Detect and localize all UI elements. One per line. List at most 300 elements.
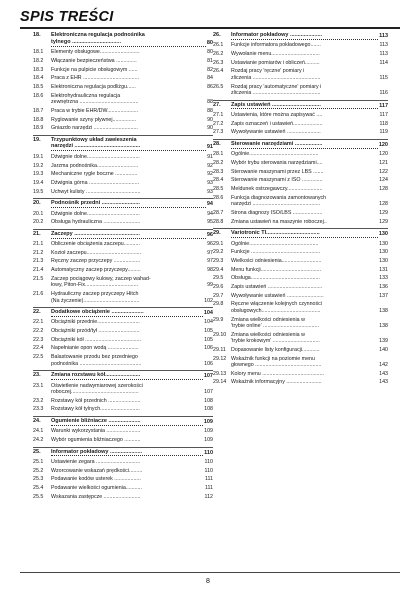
toc-entry-title: Wywołanie menu................................. (231, 51, 320, 58)
toc-entry-page: 116 (379, 90, 388, 97)
toc-entry-title: Gniazdo narzędzi .............................. (51, 125, 138, 132)
toc-entry (33, 171, 213, 178)
toc-entry-page: 129 (379, 209, 388, 216)
toc-entry-page: 90 (207, 125, 213, 132)
toc-entry-title: Wywoływanie ustawień ....................... (231, 129, 321, 136)
toc-entry-page: 92 (207, 171, 213, 178)
toc-entry-page: 104 (203, 310, 213, 317)
toc-entry-number: 23.2 (33, 397, 44, 404)
toc-entry-number: 26.4 (213, 68, 224, 75)
toc-entry-number: 22.4 (33, 345, 44, 352)
toc-entry-title: Rozdaj pracy 'automatyczne' pomiary i zliczenia .............................................. (231, 83, 322, 97)
toc-entry (213, 356, 388, 369)
toc-entry-title: Wskazania zastępcze ......................... (51, 493, 141, 500)
toc-entry (213, 186, 388, 193)
toc-entry-number: 19.1 (33, 153, 44, 160)
toc-entry (213, 219, 388, 226)
toc-entry-number: 18.7 (33, 107, 44, 114)
toc-entry-page: 130 (379, 257, 388, 264)
toc-entry-title: Zaczep pociągowy kulowy, zaczep wahad- łowy, Piton-Fix.................................... (51, 275, 151, 289)
toc-entry (33, 468, 213, 475)
toc-entry-page: 86 (207, 83, 213, 90)
toc-entry-number: 21.3 (33, 258, 44, 265)
toc-entry-title: Obsługa............................................... (231, 275, 320, 282)
toc-entry-number: 26.2 (213, 51, 224, 58)
toc-entry (213, 293, 388, 300)
toc-entry (33, 383, 213, 396)
toc-entry-page: 113 (379, 42, 388, 49)
toc-section (33, 229, 213, 304)
toc-entry-title: Sterowanie narzędziami .................. (231, 141, 378, 149)
toc-entry-number: 25.5 (33, 493, 44, 500)
toc-entry-page: 80 (207, 49, 213, 56)
toc-entry-number: 28.4 (213, 177, 224, 184)
toc-entry-page: 128 (379, 201, 388, 208)
toc-entry-page: 115 (379, 74, 388, 81)
toc-section (213, 100, 388, 136)
toc-entry (213, 68, 388, 81)
toc-entry (213, 301, 388, 314)
toc-entry-page: 143 (379, 370, 388, 377)
toc-entry-number: 18. (33, 32, 41, 38)
toc-entry-title: Zmiana rozstawu kół....................... (51, 372, 203, 380)
toc-entry-page: 97 (207, 258, 213, 265)
toc-entry (213, 42, 388, 49)
toc-entry-title: Automatyczny zaczep przyczepy......... (51, 267, 141, 274)
toc-entry (33, 154, 213, 161)
toc-entry-page: 110 (204, 449, 213, 456)
toc-entry-page: 112 (204, 493, 213, 500)
toc-entry-title: Dźwignie dolne.................................... (51, 210, 140, 217)
toc-entry (33, 108, 213, 115)
toc-entry-number: 25.2 (33, 467, 44, 474)
toc-entry-number: 26.5 (213, 83, 224, 90)
toc-entry-page: 91 (207, 153, 213, 160)
toc-entry-title: Elementy obsługowe........................... (51, 49, 140, 56)
toc-entry-page: 81 (207, 57, 213, 64)
toc-entry-number: 29.11 (213, 346, 226, 353)
toc-entry (33, 291, 213, 304)
toc-entry-number: 24.2 (33, 437, 44, 444)
toc-entry-page: 109 (203, 418, 213, 425)
toc-entry-title: Obliczenie obciążenia zaczepu........... (51, 241, 140, 248)
toc-entry-number: 28.7 (213, 209, 224, 216)
toc-entry (33, 345, 213, 352)
toc-section (33, 416, 213, 444)
toc-entry-page: 99 (207, 282, 213, 289)
toc-entry-number: 18.3 (33, 66, 44, 73)
toc-entry-number: 18.6 (33, 92, 44, 99)
toc-section (213, 139, 388, 225)
toc-entry-number: 29.14 (213, 379, 227, 386)
toc-entry-title: Ogólnie............................................... (231, 240, 319, 247)
toc-entry-number: 26.1 (213, 42, 224, 49)
toc-entry (33, 93, 213, 106)
toc-entry-title: Informator pokładowy ..................... (51, 449, 203, 457)
toc-entry-page: 88 (207, 99, 213, 106)
toc-entry-title: Funkcje informatora pokładowego....... (231, 42, 321, 49)
page-title: SPIS TREŚCI (20, 9, 114, 25)
toc-right-column (213, 31, 388, 389)
toc-entry (33, 354, 213, 367)
toc-entry-page: 102 (204, 297, 213, 304)
toc-entry-page: 104 (204, 319, 213, 326)
toc-entry-title: Ręczny zaczep przyczepy .................. (51, 258, 141, 265)
toc-entry-number: 23.1 (33, 382, 44, 389)
toc-entry-title: Obsługa hydrauliczna ......................... (51, 219, 141, 226)
toc-entry-page: 138 (379, 323, 388, 329)
toc-entry-page: 97 (207, 249, 213, 256)
toc-entry-number: 18.9 (33, 125, 44, 132)
toc-entry-page: 107 (204, 389, 213, 396)
toc-entry-number: 29.13 (213, 370, 227, 377)
toc-entry-title: Podawanie wielkości ogumienia........... (51, 484, 142, 491)
toc-entry-number: 21.2 (33, 249, 44, 256)
toc-entry-title: Uchwyt kulisty ..................................... (51, 188, 141, 195)
toc-entry (33, 75, 213, 82)
toc-entry-number: 26. (213, 32, 221, 38)
toc-entry-title: Wskaźnik funkcji na poziomie menu głownego ............................................. (231, 355, 322, 369)
toc-entry-title: Włączanie bezpieczeństwa .............. (51, 57, 137, 64)
toc-entry-page: 114 (379, 59, 388, 66)
toc-entry (213, 241, 388, 248)
toc-entry (213, 151, 388, 158)
toc-entry-page: 109 (204, 437, 213, 444)
toc-entry-number: 29. (213, 230, 221, 237)
toc-entry-title: Ustawienia, które można zapisywać .... (231, 112, 323, 119)
toc-entry (213, 169, 388, 176)
toc-entry (213, 332, 388, 345)
toc-entry (213, 177, 388, 184)
toc-entry-title: Podnośnik przedni ......................... (51, 200, 206, 208)
toc-entry-number: 21. (33, 230, 41, 237)
toc-section (213, 228, 388, 386)
toc-entry-page: 108 (204, 406, 213, 413)
toc-entry (213, 371, 388, 378)
toc-chapter-heading (213, 32, 388, 40)
toc-entry (213, 84, 388, 97)
toc-entry-title: Wzorcowanie wskazań prędkości......... (51, 467, 143, 474)
toc-entry-number: 23. (33, 372, 41, 379)
toc-section (33, 135, 213, 195)
toc-entry-page: 131 (379, 266, 388, 273)
toc-entry-page: 113 (379, 51, 388, 58)
toc-entry-number: 27.1 (213, 112, 224, 119)
toc-entry-number: 29.12 (213, 355, 227, 362)
toc-entry (33, 84, 213, 91)
toc-entry-title: Dźwignie dolne.................................... (51, 153, 140, 160)
toc-entry (33, 485, 213, 492)
toc-entry-number: 25.4 (33, 484, 44, 491)
toc-entry (33, 459, 213, 466)
toc-section (33, 31, 213, 132)
toc-entry-number: 22.5 (33, 354, 44, 361)
toc-section (213, 31, 388, 97)
toc-entry-title: Obciążniki przód/tył ............................ (51, 328, 140, 335)
toc-chapter-heading (33, 137, 213, 152)
toc-entry (33, 258, 213, 265)
toc-entry-page: 105 (204, 336, 213, 343)
toc-entry-title: Zapis ustawień ..................................... (231, 283, 323, 290)
toc-section (33, 307, 213, 367)
toc-entry-page: 96 (207, 241, 213, 248)
toc-entry-page: 95 (207, 219, 213, 226)
toc-entry (33, 398, 213, 405)
toc-entry (33, 406, 213, 413)
toc-entry-title: Balastowanie przodu bez przedniego podnośnika .......................................... (51, 354, 142, 367)
toc-entry-title: Wielkości odniesienia........................... (231, 257, 322, 264)
toc-entry-title: Kolory menu .......................................... (231, 370, 325, 377)
toc-entry (213, 129, 388, 136)
toc-entry-number: 22.3 (33, 336, 44, 343)
toc-entry-title: Obciążniki kół ...................................... (51, 336, 142, 343)
toc-entry-number: 19.2 (33, 162, 44, 169)
toc-entry-number: 28.2 (213, 159, 224, 166)
toc-entry-title: Informator pokładowy ..................... (231, 32, 378, 40)
toc-entry-page: 88 (207, 107, 213, 114)
toc-entry-page: 130 (379, 240, 388, 247)
toc-entry-page: 82 (207, 66, 213, 73)
toc-entry-title: Warunki wykorzystania ....................... (51, 428, 141, 435)
toc-entry-title: Ogólnie............................................... (231, 151, 319, 158)
toc-entry-page: 129 (379, 218, 388, 225)
toc-chapter-heading (33, 200, 213, 208)
toc-entry (33, 67, 213, 74)
toc-entry (213, 195, 388, 208)
toc-entry-number: 20.2 (33, 219, 44, 226)
toc-entry-number: 28.1 (213, 151, 224, 158)
toc-chapter-heading (33, 418, 213, 426)
toc-entry-title: Zmiana ustawień na maszynie roboczej.. (231, 218, 327, 225)
toc-entry-number: 24. (33, 417, 41, 424)
toc-entry-title: Rozstawy kół przednich ...................... (51, 397, 141, 404)
toc-entry-title: Dodatkowe obciążenie ..................... (51, 309, 203, 317)
toc-entry (213, 379, 388, 386)
toc-entry-title: Sterowanie maszynami z ISO .............. (231, 177, 323, 184)
toc-entry (33, 163, 213, 170)
page-number: 8 (206, 578, 210, 585)
toc-entry-number: 19. (33, 136, 41, 143)
toc-entry (213, 51, 388, 58)
toc-entry-number: 25. (33, 448, 41, 455)
toc-entry-number: 29.2 (213, 249, 224, 256)
toc-entry-page: 122 (379, 168, 388, 175)
toc-entry-title: Ręczne włączenie kolejnych czynności obsługowych........................................ (231, 301, 322, 314)
toc-entry-number: 29.3 (213, 257, 224, 264)
toc-entry-number: 27.2 (213, 120, 224, 127)
toc-entry-page: 109 (204, 428, 213, 435)
toc-entry-page: 107 (203, 373, 213, 380)
toc-entry-page: 98 (207, 267, 213, 274)
toc-entry-page: 118 (379, 120, 388, 127)
toc-entry-page: 137 (379, 292, 388, 299)
footer-rule (20, 572, 400, 573)
toc-entry-title: Ustawianie pomiarów i obliczeń.......... (231, 59, 320, 66)
toc-entry-title: Elektroniczna regulacja podliżgu...... (51, 83, 136, 90)
toc-entry-page: 124 (379, 177, 388, 184)
toc-entry-page: 121 (379, 159, 388, 166)
toc-entry (33, 319, 213, 326)
toc-entry (33, 49, 213, 56)
toc-entry-title: Hydrauliczny zaczep przyczepy Hitch (Na życzenie)...................................... (51, 291, 140, 304)
toc-entry-number: 28.3 (213, 168, 224, 175)
toc-entry-number: 18.5 (33, 83, 44, 90)
toc-entry-page: 136 (379, 283, 388, 290)
toc-entry-page: 117 (379, 102, 388, 109)
toc-entry-title: Rozdaj pracy 'ręczne' pomiary i zliczenia .............................................. (231, 68, 321, 81)
toc-entry-number: 27.3 (213, 129, 224, 136)
toc-entry-title: Podawanie kodów usterek .................. (51, 476, 141, 483)
toc-entry-title: Elektroniczna regulacja podnośnika tylnego ................................ (51, 32, 206, 47)
toc-entry-number: 28. (213, 140, 221, 147)
toc-chapter-heading (213, 102, 388, 110)
toc-chapter-heading (213, 141, 388, 149)
toc-chapter-heading (33, 231, 213, 239)
toc-section (33, 198, 213, 226)
toc-entry-page: 93 (207, 179, 213, 186)
toc-entry-title: Rozstawy kół tylnych........................... (51, 406, 140, 413)
toc-entry (213, 347, 388, 354)
toc-entry-title: Variotronic TI................................... (231, 230, 378, 238)
toc-entry (33, 276, 213, 289)
toc-entry-title: Ryglowanie szyny pływnej................ (51, 116, 137, 123)
toc-entry-title: Kozioł zaczepu..................................... (51, 249, 142, 256)
toc-chapter-heading (33, 32, 213, 47)
toc-entry-number: 21.4 (33, 267, 44, 274)
toc-entry (213, 258, 388, 265)
toc-entry-page: 139 (379, 338, 388, 345)
toc-entry (213, 210, 388, 217)
toc-entry-number: 28.5 (213, 186, 224, 193)
toc-entry (213, 284, 388, 291)
toc-entry-number: 26.3 (213, 59, 224, 66)
toc-entry-title: Funkcja diagnozowania zamontowanych narzędzi .............................................. (231, 194, 327, 208)
toc-entry-title: Napełnianie opon wodą ..................... (51, 345, 139, 352)
title-rule (20, 27, 400, 29)
toc-entry-title: Zmiana wielkości odniesienia w 'trybie online' ...................................... (231, 316, 319, 329)
toc-entry-title: Strona diagnozy ISO/LBS .................... (231, 209, 323, 216)
toc-entry-title: Meldunek ostrzegawczy........................ (231, 186, 323, 193)
toc-entry-title: Praca w trybie EHR/DW..................... (51, 107, 139, 114)
toc-entry-page: 130 (378, 231, 388, 238)
toc-entry-page: 94 (206, 201, 213, 208)
toc-entry-number: 20.1 (33, 210, 44, 217)
toc-entry-page: 80 (206, 39, 213, 46)
toc-entry-number: 25.1 (33, 458, 44, 465)
toc-entry-page: 128 (379, 186, 388, 193)
toc-entry-number: 22.2 (33, 328, 44, 335)
toc-entry-page: 130 (379, 249, 388, 256)
toc-entry (213, 317, 388, 330)
toc-entry-page: 113 (379, 33, 388, 39)
toc-entry-page: 119 (379, 129, 388, 136)
toc-entry (33, 125, 213, 132)
toc-entry (213, 160, 388, 167)
toc-entry-title: Mechaniczne rygle boczne ............... (51, 171, 138, 178)
toc-entry-title: Ogumienie bliźniacze ..................... (51, 418, 203, 426)
toc-entry-page: 105 (204, 328, 213, 335)
toc-entry-page: 111 (204, 484, 213, 491)
toc-entry (33, 219, 213, 226)
toc-entry-title: Dopasowanie listy konfiguracji............ (231, 346, 320, 353)
toc-entry-page: 92 (207, 162, 213, 169)
toc-entry-page: 93 (207, 188, 213, 195)
toc-entry-page: 94 (207, 210, 213, 217)
toc-entry (33, 337, 213, 344)
toc-section (33, 447, 213, 501)
toc-entry-title: Zapis ustawień ................................ (231, 102, 378, 110)
toc-entry-page: 120 (379, 151, 388, 158)
toc-entry-number: 21.6 (33, 291, 44, 298)
toc-entry-title: Wybór ogumienia bliźniaczego ........... (51, 437, 141, 444)
toc-entry (33, 328, 213, 335)
toc-entry (33, 250, 213, 257)
toc-entry-number: 29.8 (213, 301, 224, 308)
toc-entry (213, 249, 388, 256)
toc-entry-number: 23.3 (33, 406, 44, 413)
toc-entry (213, 60, 388, 67)
toc-entry-number: 29.10 (213, 331, 227, 338)
toc-entry-page: 140 (379, 346, 388, 353)
toc-entry (33, 494, 213, 501)
toc-entry-page: 120 (378, 141, 388, 148)
toc-entry-page: 138 (379, 307, 388, 314)
toc-entry-title: Elektrohydrauliczna regulacja zewnętrzna ........................................ (51, 92, 139, 106)
toc-entry-page: 117 (379, 112, 388, 119)
toc-entry (213, 112, 388, 119)
toc-entry-title: Funkcje na pulpicie obsługowym ...... (51, 66, 138, 73)
toc-section (33, 370, 213, 413)
toc-entry-page: 106 (204, 360, 213, 367)
toc-entry-number: 28.6 (213, 194, 224, 201)
toc-entry-title: Menu funkcji......................................... (231, 266, 322, 273)
toc-entry-title: Wywoływanie ustawień ......................... (231, 292, 324, 299)
toc-chapter-heading (213, 230, 388, 238)
toc-entry-page: 84 (207, 75, 213, 82)
toc-entry-page: 142 (379, 362, 388, 369)
toc-entry-number: 18.8 (33, 116, 44, 123)
toc-entry-number: 19.5 (33, 188, 44, 195)
toc-entry-number: 29.1 (213, 240, 224, 247)
toc-entry-number: 29.4 (213, 266, 224, 273)
toc-entry (33, 476, 213, 483)
toc-entry (213, 121, 388, 128)
toc-entry-number: 29.9 (213, 316, 224, 323)
toc-entry-number: 25.3 (33, 476, 44, 483)
toc-chapter-heading (33, 309, 213, 317)
toc-entry (33, 211, 213, 218)
toc-entry-page: 90 (207, 116, 213, 123)
toc-entry-title: Zmiana wielkości odniesienia w 'trybie krokowym' ................................ (231, 331, 320, 345)
toc-entry-title: Obciążniki przednie............................. (51, 319, 140, 326)
toc-entry-title: Zaczepy ........................................... (51, 231, 206, 239)
toc-entry-number: 27. (213, 101, 221, 108)
toc-entry-title: Wskaźnik informacyjny ........................ (231, 379, 322, 386)
toc-entry-page: 110 (204, 467, 213, 474)
toc-entry-number: 19.4 (33, 179, 44, 186)
toc-chapter-heading (33, 372, 213, 380)
toc-entry (33, 117, 213, 124)
toc-entry-number: 29.6 (213, 283, 224, 290)
toc-entry-title: Funkcje ............................................... (231, 249, 321, 256)
toc-entry-number: 29.5 (213, 275, 224, 282)
toc-entry-page: 143 (379, 379, 388, 386)
toc-entry-page: 108 (204, 397, 213, 404)
toc-entry (33, 180, 213, 187)
toc-entry (33, 58, 213, 65)
toc-entry (33, 241, 213, 248)
toc-entry-title: Oświetlenie nadwymiarowej szerokości roboczej.............................................. (51, 382, 143, 396)
